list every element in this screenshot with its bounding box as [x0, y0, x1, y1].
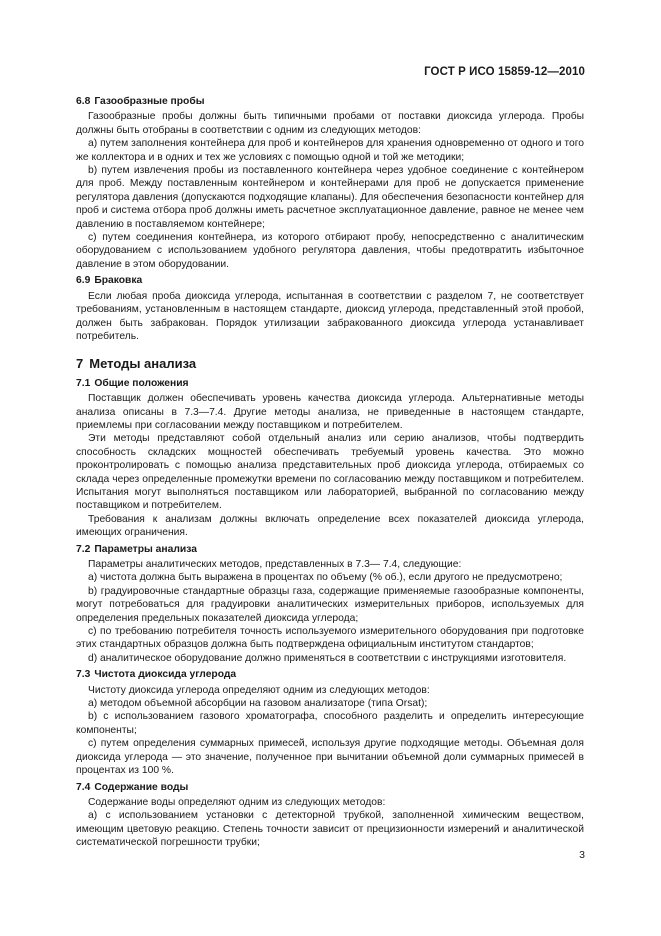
heading-title: Браковка [94, 275, 143, 287]
paragraph: c) путем соединения контейнера, из которого отбирают пробу, непосредственно с аналитическим оборудованием с использованием удобного регулятора давления, чтобы предотвратить избыточное давление в этом оборудовании. [76, 232, 584, 270]
paragraph: Эти методы представляют собой отдельный анализ или серию анализов, чтобы подтвердить способность складских мощностей обеспечивать требуемый уровень качества. Это можно проконтролировать с помощью анализа представительных проб диоксида углерода, отбираемых со склада через определенные промежутки времени по согласованию между поставщиком и потребителем. Испытания могут выполняться поставщиком или лабораторией, выбранной по согласованию между поставщиком и потребителем. [76, 433, 584, 512]
heading-title: Содержание воды [94, 781, 189, 793]
heading-number: 7.4 [76, 781, 91, 793]
subsection-heading [76, 668, 584, 681]
paragraph: а) методом объемной абсорбции на газовом анализаторе (типа Orsat); [88, 698, 428, 710]
paragraph: c) по требованию потребителя точность используемого измерительного оборудования при подготовке этих стандартных образцов должна быть подтверждена официальным институтом стандартов; [76, 626, 584, 651]
document-header: ГОСТ Р ИСО 15859-12—2010 [424, 66, 585, 78]
paragraph: b) с использованием газового хроматографа, способного разделить и определить интересующие компоненты; [76, 711, 584, 736]
heading-number: 6.9 [76, 275, 91, 287]
paragraph: d) аналитическое оборудование должно применяться в соответствии с инструкциями изготовителя. [88, 652, 567, 664]
paragraph: b) путем извлечения пробы из поставленного контейнера через удобное соединение с контейнером для проб. Между поставленным контейнером и контейнерами для проб не допускается применение регулятора давления (допускаются подходящие клапаны). Для обеспечения безопасности контейнер для проб и система отбора проб должны иметь расчетное эксплуатационное давление, равное не менее чем давлению в поставляемом контейнере; [76, 165, 584, 230]
page-number: 3 [579, 849, 585, 861]
paragraph: b) градуировочные стандартные образцы газа, содержащие применяемые газообразные компоненты, могут потребоваться для градуировки аналитических измерительных приборов, используемых для определения предельных показателей диоксида углерода; [76, 585, 584, 624]
paragraph: Газообразные пробы должны быть типичными пробами от поставки диоксида углерода. Пробы должны быть отобраны в соответствии с одним из следующих методов: [76, 111, 584, 136]
paragraph: c) путем определения суммарных примесей, используя другие подходящие методы. Объемная доля диоксида углерода — это значение, полученное при вычитании объемной доли суммарных примесей в процентах из 100 %. [76, 738, 584, 777]
paragraph: Поставщик должен обеспечивать уровень качества диоксида углерода. Альтернативные методы анализа описаны в 7.3—7.4. Другие методы анализа, не приведенные в настоящем стандарте, приемлемы при согласовании между поставщиком и потребителем. [76, 393, 584, 431]
heading-title: Чистота диоксида углерода [94, 669, 237, 681]
subsection-heading [76, 781, 584, 794]
heading-number: 6.8 [76, 96, 91, 107]
subsection-heading [76, 274, 584, 287]
subsection-heading [76, 543, 584, 556]
section-heading [76, 357, 584, 370]
heading-number: 7.2 [76, 543, 91, 555]
heading-title: Общие положения [94, 377, 189, 389]
heading-number: 7 [76, 356, 84, 372]
paragraph: Если любая проба диоксида углерода, испытанная в соответствии с разделом 7, не соответствует требованиям, установленным в настоящем стандарте, диоксид углерода, представленный этой пробой, должен быть забракован. Порядок утилизации забракованного диоксида углерода устанавливает потребитель. [76, 290, 584, 342]
subsection-heading [76, 95, 584, 108]
paragraph: Чистоту диоксида углерода определяют одним из следующих методов: [88, 684, 430, 696]
heading-title: Газообразные пробы [94, 96, 205, 107]
heading-number: 7.3 [76, 669, 91, 681]
subsection-heading [76, 377, 584, 390]
heading-number: 7.1 [76, 377, 91, 389]
paragraph: Содержание воды определяют одним из следующих методов: [88, 796, 386, 808]
heading-title: Методы анализа [89, 356, 197, 372]
heading-title: Параметры анализа [94, 543, 197, 555]
paragraph: а) путем заполнения контейнера для проб и контейнеров для хранения одновременно от одного и того же коллектора и в одних и тех же условиях с помощью одной и той же методики; [76, 138, 584, 163]
document-body [76, 95, 584, 850]
paragraph: а) чистота должна быть выражена в процентах по объему (% об.), если другого не предусмотрено; [88, 572, 563, 584]
paragraph: а) с использованием установки с детекторной трубкой, заполненной химическим веществом, имеющим цветовую реакцию. Степень точности зависит от прецизионности измерений и аналитической систематической погрешности трубки; [76, 810, 584, 849]
paragraph: Параметры аналитических методов, представленных в 7.3— 7.4, следующие: [88, 559, 462, 570]
paragraph: Требования к анализам должны включать определение всех показателей диоксида углерода, имеющих ограничения. [76, 513, 584, 539]
